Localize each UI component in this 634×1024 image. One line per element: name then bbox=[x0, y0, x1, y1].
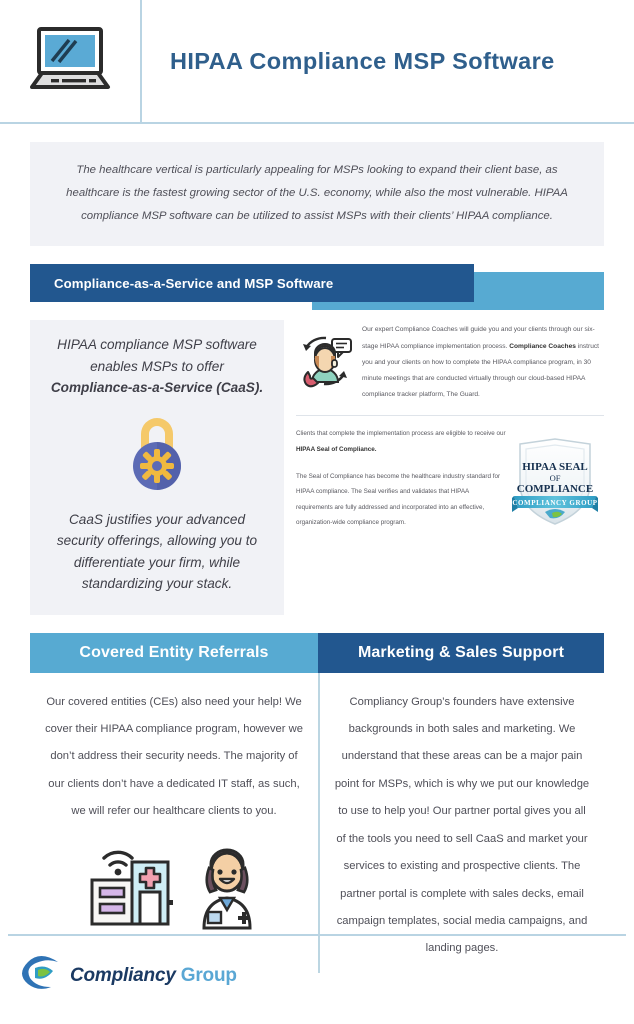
caas-lead-emphasis: Compliance-as-a-Service (CaaS). bbox=[50, 379, 264, 395]
caas-banner bbox=[0, 264, 634, 310]
page-header bbox=[0, 0, 634, 122]
coaches-text-part2: instruct you and your clients on how to complete the HIPAA compliance program, in 30 minute meetings that are conducted virtually through our cloud-based HIPAA compliance tracker platform, The Guard. bbox=[362, 342, 600, 398]
column-heading-covered-entity-referrals bbox=[30, 633, 318, 673]
padlock-gear-icon bbox=[46, 406, 268, 499]
seal-line-3: COMPLIANCE bbox=[516, 483, 594, 496]
column-0-body-text: Our covered entities (CEs) also need your help! We cover their HIPAA compliance program, however we don’t address their security needs. The majority of our clients don’t have a dedicated IT staff, as such, we will refer our healthcare clients to you. bbox=[45, 695, 303, 818]
hipaa-seal-text bbox=[296, 426, 506, 531]
caas-lead-line1: HIPAA compliance MSP software bbox=[57, 337, 257, 353]
laptop-icon bbox=[22, 25, 118, 98]
two-column-section bbox=[0, 633, 634, 973]
doctor-icon bbox=[192, 844, 262, 935]
caas-lead-line2: enables MSPs to offer bbox=[90, 358, 224, 374]
seal-ribbon-text: COMPLIANCY GROUP bbox=[512, 499, 598, 508]
banner-dark-bar bbox=[30, 264, 474, 302]
seal-line-2: OF bbox=[549, 473, 561, 484]
seal-paragraph-2: The Seal of Compliance has become the healthcare industry standard for HIPAA compliance. The Seal verifies and validates that HIPAA requirements are fully addressed and incorporated into an effective, organization-wide compliance program. bbox=[296, 472, 501, 527]
column-1-body-text: Compliancy Group’s founders have extensive backgrounds in both sales and marketing. We understand that these areas can be a major pain point for MSPs, which is why we put our knowledge to use to help you! Our partner portal gives you all of the tools you need to sell CaaS and market your services to existing and prospective clients. The partner portal is complete with sales decks, email campaign templates, social media campaigns, and landing pages. bbox=[334, 695, 590, 955]
header-title-cell bbox=[142, 48, 634, 75]
hipaa-seal-block bbox=[296, 426, 604, 533]
compliance-coaches-block bbox=[296, 320, 604, 403]
footer-logo bbox=[0, 936, 634, 997]
column-body-covered-entity-referrals bbox=[30, 673, 318, 973]
intro-box bbox=[30, 142, 604, 246]
intro-text: The healthcare vertical is particularly appealing for MSPs looking to expand their client base, as healthcare is the fastest growing sector of the U.S. economy, while also the most vulnerable. HIPAA compliance MSP software can be utilized to assist MSPs with their clients’ HIPAA compliance. bbox=[66, 164, 568, 222]
column-heading-marketing-sales-support bbox=[318, 633, 604, 673]
section-divider bbox=[296, 415, 604, 416]
compliance-coaches-text bbox=[358, 322, 604, 403]
footer-brand-text bbox=[70, 965, 237, 987]
seal-paragraph-1 bbox=[296, 426, 506, 457]
support-agent-icon bbox=[296, 322, 358, 393]
seal-p1-bold: HIPAA Seal of Compliance. bbox=[296, 445, 377, 453]
caas-section bbox=[0, 310, 634, 614]
brand-secondary: Group bbox=[175, 964, 237, 986]
column-headings bbox=[30, 633, 604, 673]
caas-tail-text: CaaS justifies your advanced security offerings, allowing you to differentiate your firm, while standardizing your stack. bbox=[56, 511, 258, 592]
caas-right-panel bbox=[284, 320, 604, 533]
brand-primary: Compliancy bbox=[70, 964, 176, 986]
column-0-icons bbox=[44, 844, 304, 935]
header-icon-cell bbox=[0, 0, 142, 122]
column-body-marketing-sales-support bbox=[318, 673, 604, 973]
seal-p1-part1: Clients that complete the implementation process are eligible to receive our bbox=[296, 430, 506, 438]
column-1-heading-label: Marketing & Sales Support bbox=[357, 643, 565, 661]
banner-label: Compliance-as-a-Service and MSP Software bbox=[54, 275, 334, 291]
hospital-building-icon bbox=[86, 844, 178, 935]
page-footer bbox=[0, 934, 634, 1024]
hipaa-seal-badge-icon bbox=[506, 426, 604, 533]
intro-section bbox=[0, 124, 634, 246]
coaches-text-part1: Our expert Compliance Coaches will guide you and your clients through our six-stage HIPAA compliance implementation process. bbox=[362, 326, 595, 350]
page-title: HIPAA Compliance MSP Software bbox=[170, 47, 555, 74]
caas-lead-text bbox=[46, 334, 268, 397]
coaches-text-bold: Compliance Coaches bbox=[509, 342, 576, 350]
column-0-heading-label: Covered Entity Referrals bbox=[79, 643, 269, 661]
caas-left-panel bbox=[30, 320, 284, 614]
column-bodies bbox=[30, 673, 604, 973]
compliancy-swoosh-logo-icon bbox=[18, 954, 64, 997]
seal-line-1: HIPAA SEAL bbox=[522, 461, 588, 474]
